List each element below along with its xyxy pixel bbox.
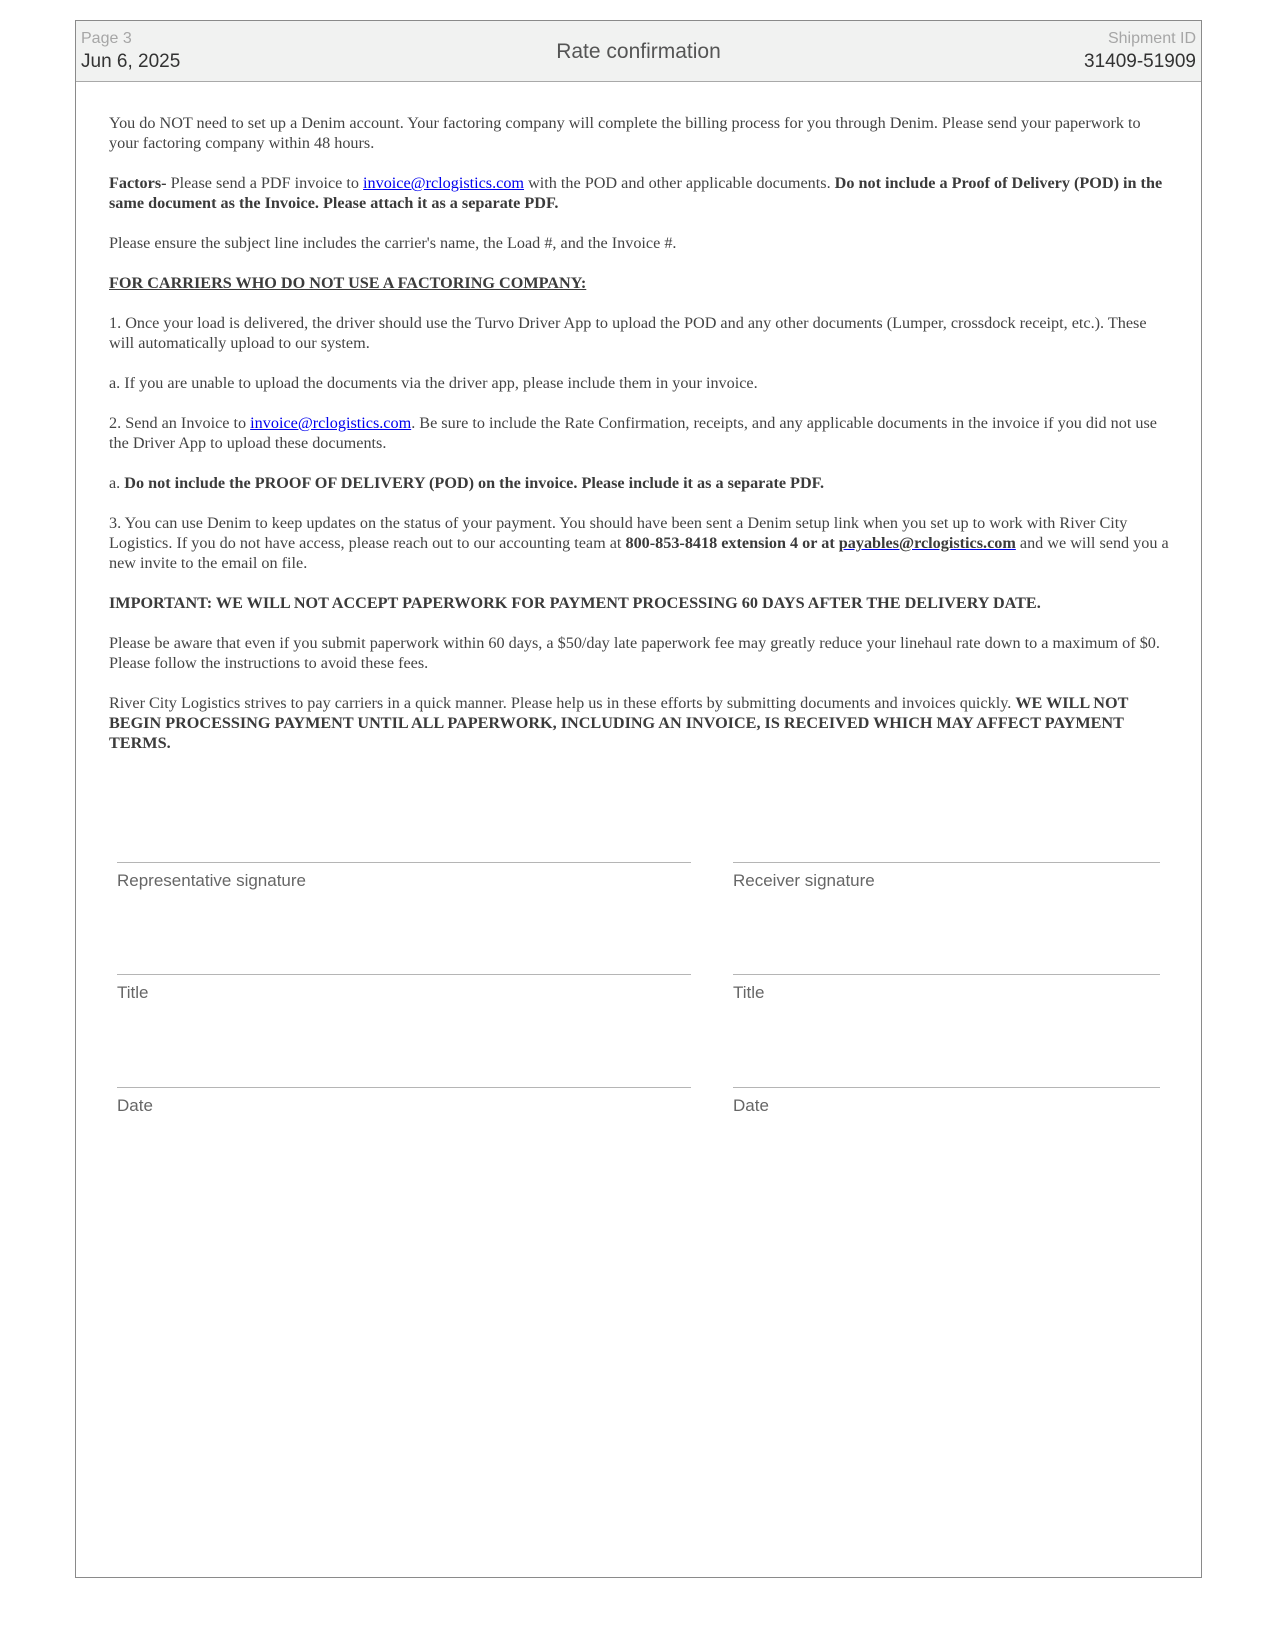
factors-lead: Factors- — [109, 174, 167, 192]
paragraph-step-3 — [109, 513, 1172, 573]
payables-email-text: payables@rclogistics.com — [838, 534, 1016, 552]
payment-terms-bold: WE WILL NOT BEGIN PROCESSING PAYMENT UNTIL ALL PAPERWORK, INCLUDING AN INVOICE, IS RECEIVED WHICH MAY AFFECT PAYMENT TERMS. — [109, 694, 1129, 752]
signature-line — [733, 1087, 1160, 1088]
page-number: Page 3 — [81, 30, 132, 47]
paragraph-late-fee: Please be aware that even if you submit paperwork within 60 days, a $50/day late paperwork fee may greatly reduce your linehaul rate down to a maximum of $0. Please follow the instructions to avoid these fees. — [109, 634, 1160, 672]
paragraph-subject-line: Please ensure the subject line includes the carrier's name, the Load #, and the Invoice #. — [109, 234, 677, 252]
paragraph-factors — [109, 173, 1172, 213]
representative-title-field[interactable] — [117, 974, 691, 1003]
shipment-id-value: 31409-51909 — [1084, 51, 1196, 72]
step-2a-bold: Do not include the PROOF OF DELIVERY (POD) on the invoice. Please include it as a separate PDF. — [124, 474, 825, 492]
document-page — [75, 20, 1202, 1578]
receiver-date-field[interactable] — [733, 1087, 1160, 1116]
representative-date-field[interactable] — [117, 1087, 691, 1116]
heading-wrap — [109, 273, 1172, 293]
signature-line — [117, 974, 691, 975]
receiver-title-field[interactable] — [733, 974, 1160, 1003]
important-notice: IMPORTANT: WE WILL NOT ACCEPT PAPERWORK FOR PAYMENT PROCESSING 60 DAYS AFTER THE DELIVERY DATE. — [109, 594, 1041, 612]
signature-line — [733, 974, 1160, 975]
paragraph-step-1: 1. Once your load is delivered, the driver should use the Turvo Driver App to upload the POD and any other documents (Lumper, crossdock receipt, etc.). These will automatically upload to our system. — [109, 314, 1147, 352]
receiver-date-label: Date — [733, 1096, 769, 1115]
accounting-phone: 800-853-8418 extension 4 or at — [625, 534, 839, 552]
representative-title-label: Title — [117, 983, 149, 1002]
page-title: Rate confirmation — [556, 40, 721, 63]
step-3-text-b: and we will send you a new invite to the email on file. — [109, 534, 1169, 572]
representative-date-label: Date — [117, 1096, 153, 1115]
paragraph-step-1a: a. If you are unable to upload the documents via the driver app, please include them in your invoice. — [109, 374, 758, 392]
receiver-signature-field[interactable] — [733, 862, 1160, 891]
step-2-text-a: 2. Send an Invoice to — [109, 414, 251, 432]
step-2a-prefix: a. — [109, 474, 125, 492]
paragraph-step-2 — [109, 413, 1172, 453]
paragraph-step-2a — [109, 473, 1172, 493]
factors-bold-note: Do not include a Proof of Delivery (POD) in the same document as the Invoice. Please attach it as a separate PDF. — [109, 174, 1163, 212]
important-wrap — [109, 593, 1172, 613]
step-3-text-a: 3. You can use Denim to keep updates on the status of your payment. You should have been sent a Denim setup link when you set up to work with River City Logistics. If you do not have access, please reach out to our accounting team at — [109, 514, 1128, 552]
receiver-title-label: Title — [733, 983, 765, 1002]
representative-signature-label: Representative signature — [117, 871, 307, 890]
terms-body — [109, 113, 1172, 773]
receiver-signature-label: Receiver signature — [733, 871, 875, 890]
payables-email-link[interactable] — [839, 534, 1016, 552]
paragraph-payment-terms — [109, 693, 1172, 753]
non-factoring-heading: FOR CARRIERS WHO DO NOT USE A FACTORING COMPANY: — [109, 274, 587, 292]
signature-line — [117, 862, 691, 863]
page-header — [76, 21, 1201, 82]
factors-text-b: with the POD and other applicable documents. — [524, 174, 835, 192]
invoice-email-link[interactable]: invoice@rclogistics.com — [363, 174, 525, 192]
paragraph-denim-account: You do NOT need to set up a Denim account. Your factoring company will complete the billing process for you through Denim. Please send your paperwork to your factoring company within 48 hours. — [109, 114, 1141, 152]
shipment-id-label: Shipment ID — [1107, 30, 1196, 47]
step-2-text-b: . Be sure to include the Rate Confirmation, receipts, and any applicable documents in the invoice if you did not use the Driver App to upload these documents. — [109, 414, 1157, 452]
factors-text-a: Please send a PDF invoice to — [166, 174, 364, 192]
header-right — [1084, 29, 1196, 75]
representative-signature-field[interactable] — [117, 862, 691, 891]
signature-line — [117, 1087, 691, 1088]
header-date: Jun 6, 2025 — [81, 51, 181, 72]
signature-line — [733, 862, 1160, 863]
invoice-email-link-2[interactable]: invoice@rclogistics.com — [250, 414, 412, 432]
payment-terms-text: River City Logistics strives to pay carriers in a quick manner. Please help us in these efforts by submitting documents and invoices quickly. — [109, 694, 1016, 712]
